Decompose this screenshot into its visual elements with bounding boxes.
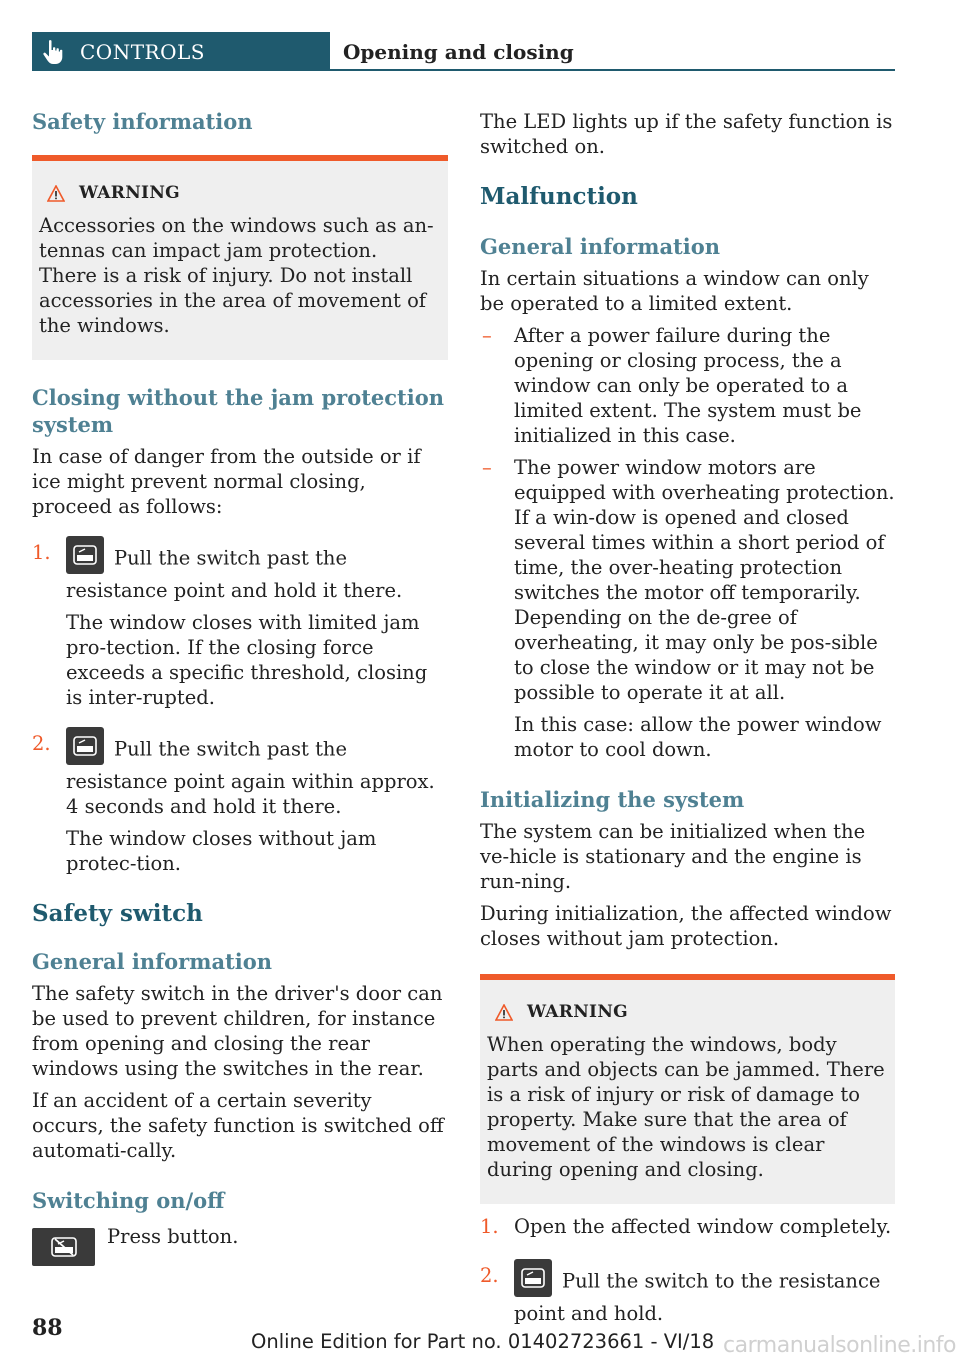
warning-title: WARNING (527, 1002, 628, 1022)
warning-text: Accessories on the windows such as an-tennas can impact jam protection. There is a risk of injury. Do not install accessories in the area of movement of the windows. (39, 214, 434, 337)
section-tab (32, 32, 330, 71)
step-detail: The window closes without jam protec-tion. (66, 827, 377, 875)
bullet-detail: In this case: allow the power window motor to cool down. (514, 713, 882, 761)
chapter-title: Opening and closing (343, 40, 574, 64)
window-switch-icon (66, 536, 104, 574)
step-number: 2. (32, 732, 51, 755)
list-item (480, 1263, 895, 1326)
warning-box-jamming (480, 974, 895, 1204)
press-button-row (32, 1225, 448, 1268)
warning-box-accessories (32, 155, 448, 360)
safety-switch-button-icon (32, 1228, 95, 1266)
general-intro: In certain situations a window can only be operated to a limited extent. (480, 267, 869, 315)
warning-title: WARNING (79, 183, 180, 203)
list-item (480, 1214, 895, 1239)
warning-triangle-icon (47, 185, 65, 202)
safety-information-heading: Safety information (32, 109, 253, 134)
step-detail: The window closes with limited jam pro-tection. If the closing force exceeds a specific threshold, closing is inter-rupted. (66, 611, 428, 709)
step-text: Pull the switch past the resistance point and hold it there. (66, 546, 403, 602)
window-switch-icon (514, 1259, 552, 1297)
init-paragraph-2: During initialization, the affected window closes without jam protection. (480, 902, 892, 950)
warning-triangle-icon (495, 1004, 513, 1021)
warning-text: When operating the windows, body parts and objects can be jammed. There is a risk of injury or risk of damage to property. Make sure that the area of movement of the windows is clear during opening and closing. (487, 1033, 885, 1181)
step-number: 2. (480, 1264, 499, 1287)
general-information-heading: General information (32, 949, 273, 974)
step-number: 1. (32, 541, 51, 564)
right-column (480, 100, 895, 1326)
bullet-text: After a power failure during the opening or closing process, the a window can only be operated to a limited extent. The system must be initialized in this case. (514, 324, 862, 447)
general-paragraph-1: The safety switch in the driver's door can be used to prevent children, for instance from opening and closing the rear windows using the switches in the rear. (32, 982, 443, 1080)
switching-on-off-heading: Switching on/off (32, 1188, 225, 1213)
page-header (32, 32, 895, 71)
closing-intro: In case of danger from the outside or if ice might prevent normal closing, proceed as follows: (32, 445, 421, 518)
list-item (32, 731, 448, 876)
step-number: 1. (480, 1215, 499, 1238)
general-information-heading: General information (480, 234, 721, 259)
step-text: Pull the switch past the resistance point again within approx. 4 seconds and hold it there. (66, 737, 435, 818)
left-column (32, 100, 448, 1268)
initializing-heading: Initializing the system (480, 787, 745, 812)
watermark: carmanualsonline.info (723, 1333, 956, 1358)
step-text: Open the affected window completely. (514, 1215, 892, 1238)
section-label: CONTROLS (80, 40, 205, 64)
press-button-text: Press button. (107, 1225, 239, 1248)
malfunction-heading: Malfunction (480, 183, 638, 210)
hand-pointer-icon (42, 39, 64, 69)
header-rule (330, 69, 895, 71)
list-item: – The power window motors are equipped with overheating protection. If a win-dow is opened and closed several times within a short period of time, the over-heating protection switches the motor off temporarily. Depending on the de-gree of overheating, it may only be pos-sible to close the window or it may not be possible to operate it at all. In this case: allow the power window motor to cool down. (482, 456, 895, 761)
list-item: – After a power failure during the opening or closing process, the a window can only be operated to a limited extent. The system must be initialized in this case. (480, 323, 895, 448)
safety-switch-heading: Safety switch (32, 900, 203, 927)
general-paragraph-2: If an accident of a certain severity occurs, the safety function is switched off automati-cally. (32, 1089, 444, 1162)
led-text: The LED lights up if the safety function is switched on. (480, 110, 893, 158)
window-switch-icon (66, 727, 104, 765)
closing-without-jam-protection-heading: Closing without the jam protection system (32, 385, 445, 437)
list-item (32, 540, 448, 710)
edition-text: Online Edition for Part no. 01402723661 - VI/18 (251, 1330, 715, 1353)
page-number: 88 (32, 1315, 63, 1341)
step-text: Pull the switch to the resistance point and hold. (514, 1269, 881, 1325)
bullet-text: The power window motors are equipped with overheating protection. If a win-dow is opened and closed several times within a short period of time, the over-heating protection switches the motor off temporarily. Depending on the de-gree of overheating, it may only be pos-sible to close the window or it may not be possible to operate it at all. (514, 456, 895, 704)
init-paragraph-1: The system can be initialized when the ve-hicle is stationary and the engine is run-ning. (480, 820, 866, 893)
